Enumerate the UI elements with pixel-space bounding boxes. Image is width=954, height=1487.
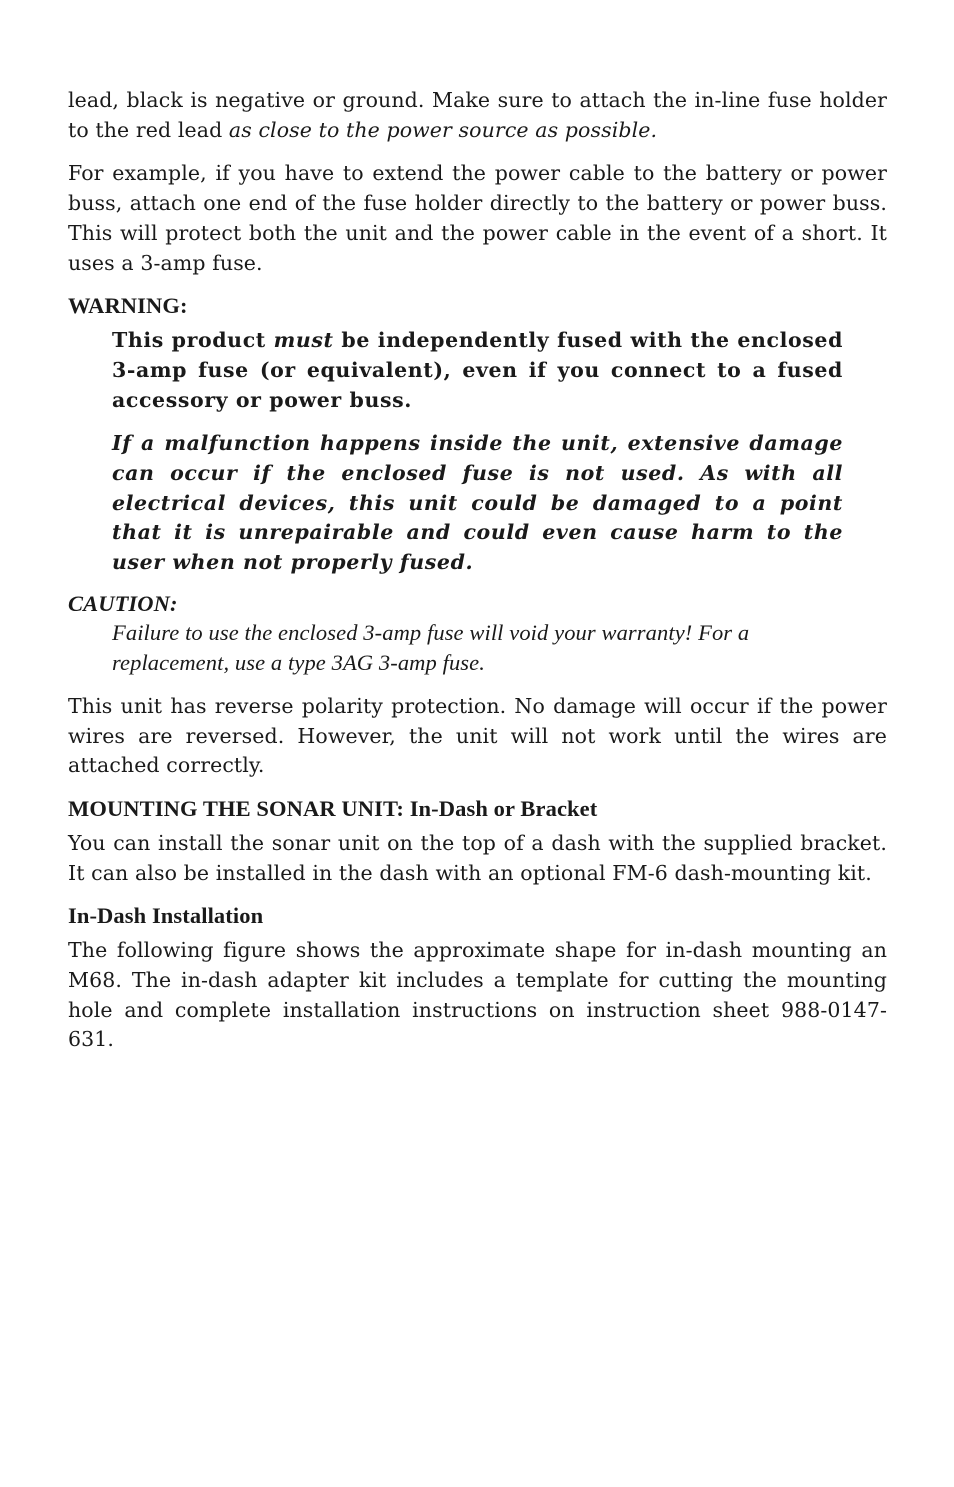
manual-page <box>68 86 887 1069</box>
warning-text-before: This product <box>112 328 274 353</box>
power-lead-emphasis: as close to the power source as possible. <box>228 117 658 142</box>
paragraph-mounting: You can install the sonar unit on the top of a dash with the supplied bracket. It can also be installed in the dash with an optional FM-6 dash-mounting kit. <box>68 830 887 885</box>
warning-text-fuse <box>112 326 843 415</box>
warning-label: WARNING: <box>68 293 188 319</box>
paragraph-power-lead <box>68 86 887 145</box>
section-heading-in-dash: In-Dash Installation <box>68 903 264 929</box>
caution-label: CAUTION: <box>68 590 178 616</box>
power-lead-text: lead, black is negative or ground. Make sure to attach the in-line fuse holder to the red lead <box>68 88 887 142</box>
caution-text: Failure to use the enclosed 3-amp fuse will void your warranty! For a replacement, use a type 3AG 3-amp fuse. <box>112 619 750 675</box>
warning-text-after: be independently fused with the enclosed 3-amp fuse (or equivalent), even if you connect to a fused accessory or power buss. <box>112 328 844 412</box>
warning-block <box>112 326 843 578</box>
paragraph-in-dash: The following figure shows the approximate shape for in-dash mounting an M68. The in-dash adapter kit includes a template for cutting the mounting hole and complete installation instructions on instruction sheet 988-0147-631. <box>68 938 887 1052</box>
warning-emphasis-must: must <box>273 328 334 353</box>
paragraph-extend-cable: For example, if you have to extend the power cable to the battery or power buss, attach one end of the fuse holder directly to the battery or power buss. This will protect both the unit and the power cable in the event of a short. It uses a 3-amp fuse. <box>68 161 887 275</box>
paragraph-reverse-polarity: This unit has reverse polarity protection. No damage will occur if the power wires are reversed. However, the unit will not work until the wires are attached correctly. <box>68 693 887 778</box>
warning-text-malfunction: If a malfunction happens inside the unit, extensive damage can occur if the enclosed fuse is not used. As with all electrical devices, this unit could be damaged to a point that it is unrepairable and could even cause harm to the user when not properly fused. <box>112 431 843 575</box>
section-heading-mounting: MOUNTING THE SONAR UNIT: In-Dash or Bracket <box>68 795 598 821</box>
